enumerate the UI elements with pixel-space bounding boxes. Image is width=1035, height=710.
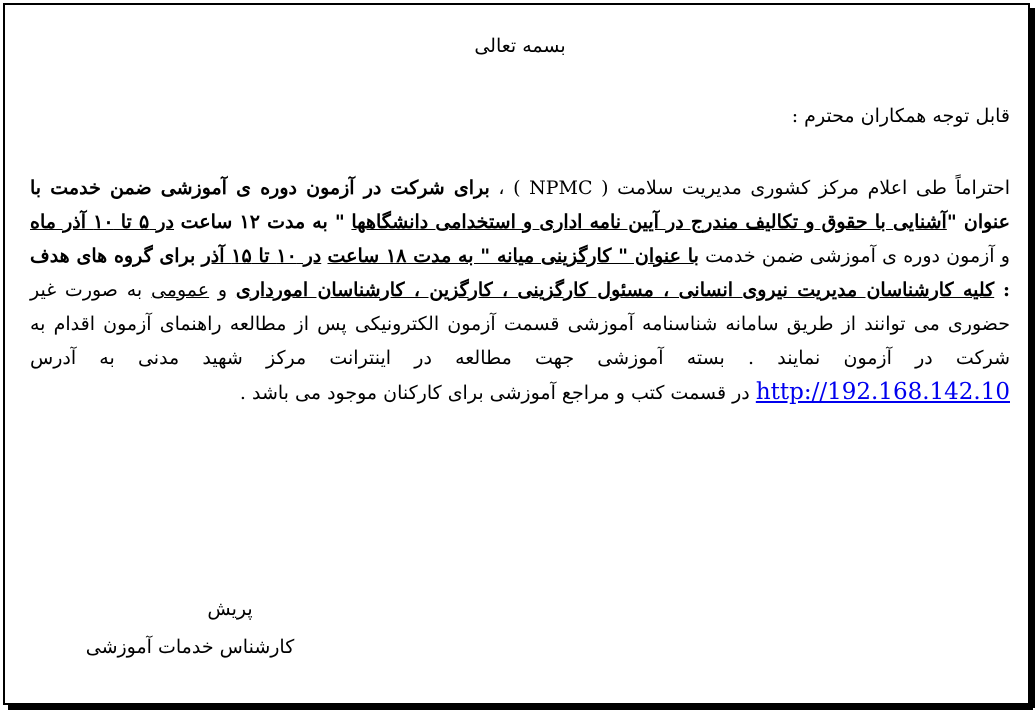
intranet-link[interactable]: http://192.168.142.10 <box>755 379 1010 405</box>
page-border-shadow-bottom <box>8 705 1033 710</box>
body-intro: احتراماً طی اعلام مرکز کشوری مدیریت سلامت ( <box>601 177 1010 199</box>
target-groups-label: برای گروه های هدف : <box>30 245 1010 301</box>
target-groups: کلیه کارشناسان مدیریت نیروی انسانی ، مسئول کارگزینی ، کارگزین ، کارشناسان امورداری <box>235 279 995 301</box>
signature-block <box>60 590 320 666</box>
course-title-2: با عنوان " کارگزینی میانه " به مدت ۱۸ ساعت <box>327 245 699 267</box>
signer-role: کارشناس خدمات آموزشی <box>85 636 295 658</box>
course-title-1: آشنایی با حقوق و تکالیف مندرج در آیین نامه اداری و استخدامی دانشگاهها <box>351 211 947 233</box>
letter-heading: بسمه تعالی <box>474 35 566 57</box>
page-border-shadow-right <box>1030 8 1035 708</box>
course-date-1: در ۵ تا ۱۰ آذر ماه <box>30 211 175 233</box>
exam-instructions: به صورت غیر حضوری می توانند از طریق سامانه شناسنامه آموزشی قسمت آزمون الکترونیکی پس از مطالعه راهنمای آزمون اقدام به شرکت در آزمون نمایند . بسته آموزشی جهت مطالعه در اینترانت مرکز شهید مدنی به آدرس <box>30 279 1010 369</box>
letter-body <box>30 171 1010 410</box>
letter-document <box>30 30 1010 410</box>
closing-sentence: در قسمت کتب و مراجع آموزشی برای کارکنان موجود می باشد . <box>239 382 750 404</box>
course-duration-1: " به مدت ۱۲ ساعت <box>180 211 345 233</box>
salutation: قابل توجه همکاران محترم : <box>791 105 1010 127</box>
general-staff: عمومی <box>150 279 210 301</box>
second-course-intro: و آزمون دوره ی آموزشی ضمن خدمت <box>705 245 1010 267</box>
conjunction: و <box>217 279 228 301</box>
exam-invitation: برای شرکت در آزمون دوره ی آموزشی ضمن خدمت با عنوان " <box>30 177 1011 233</box>
org-abbreviation: NPMC <box>529 177 593 199</box>
body-intro-close: ) ، <box>498 177 521 199</box>
signer-name: پریش <box>207 598 253 620</box>
course-date-2: در ۱۰ تا ۱۵ آذر <box>201 245 322 267</box>
